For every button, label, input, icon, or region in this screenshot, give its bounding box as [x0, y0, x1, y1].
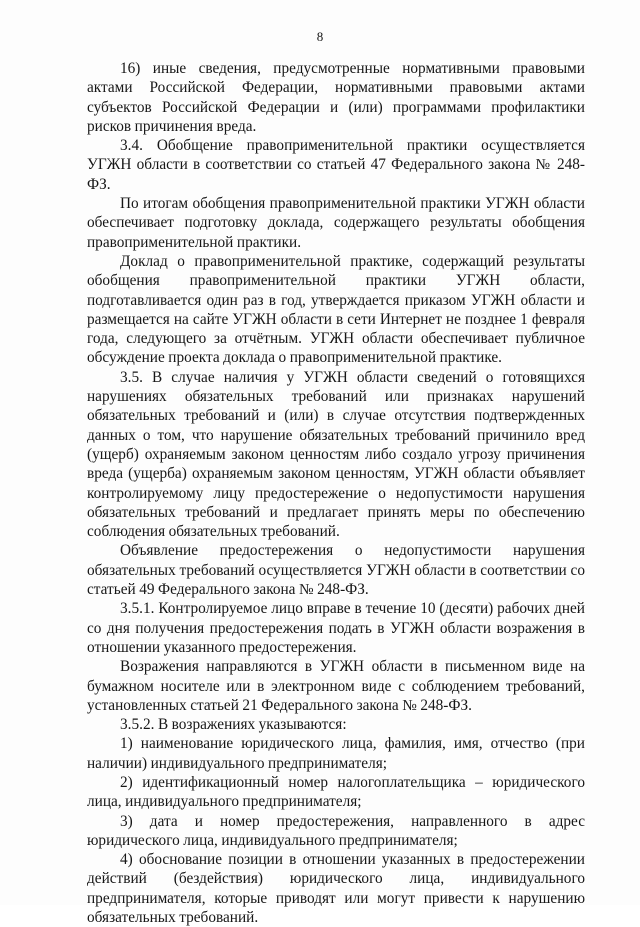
paragraph-warning-announcement: Объявление предостережения о недопустимости нарушения обязательных требований осуществляется УГЖН области в соответствии со статьей 49 Федерального закона № 248-ФЗ.: [87, 542, 585, 599]
paragraph-report-preparation: По итогам обобщения правоприменительной практики УГЖН области обеспечивает подготовку доклада, содержащего результаты обобщения правоприменительной практики.: [87, 195, 585, 251]
paragraph-item-16: 16) иные сведения, предусмотренные нормативными правовыми актами Российской Федерации, нормативными правовыми актами субъектов Российской Федерации и (или) программами профилактики рисков причинения вреда.: [87, 60, 585, 135]
paragraph-objections-sent: Возражения направляются в УГЖН области в письменном виде на бумажном носителе или в электронном виде с соблюдением требований, установленных статьей 21 Федерального закона № 248-ФЗ.: [87, 658, 585, 714]
list-item-4: 4) обоснование позиции в отношении указанных в предостережении действий (бездействия) юридического лица, индивидуального предпринимателя, которые приводят или могут привести к нарушению обязательных требований.: [87, 851, 585, 927]
paragraph-3-4: 3.4. Обобщение правоприменительной практики осуществляется УГЖН области в соответствии со статьей 47 Федерального закона № 248-ФЗ.: [87, 137, 585, 193]
list-item-3: 3) дата и номер предостережения, направленного в адрес юридического лица, индивидуального предпринимателя;: [87, 812, 585, 849]
page-number: 8: [316, 29, 324, 44]
document-body: [87, 59, 585, 927]
list-item-1: 1) наименование юридического лица, фамилия, имя, отчество (при наличии) индивидуального предпринимателя;: [87, 735, 585, 772]
paragraph-3-5-1: 3.5.1. Контролируемое лицо вправе в течение 10 (десяти) рабочих дней со дня получения предостережения подать в УГЖН области возражения в отношении указанного предостережения.: [87, 600, 585, 656]
paragraph-3-5-2: 3.5.2. В возражениях указываются:: [120, 716, 347, 734]
list-item-2: 2) идентификационный номер налогоплательщика – юридического лица, индивидуального предпринимателя;: [87, 773, 585, 811]
paragraph-3-5: 3.5. В случае наличия у УГЖН области сведений о готовящихся нарушениях обязательных требований или признаках нарушений обязательных требований и (или) в случае отсутствия подтвержденных данных о том, что нарушение обязательных требований причинило вред (ущерб) охраняемым законом ценностям либо создало угрозу причинения вреда (ущерба) охраняемым законом ценностям, УГЖН области объявляет контролируемому лицу предостережение о недопустимости нарушения обязательных требований и предлагает принять меры по обеспечению соблюдения обязательных требований.: [87, 368, 585, 541]
paragraph-report-approval: Доклад о правоприменительной практике, содержащий результаты обобщения правоприменительной практики УГЖН области, подготавливается один раз в год, утверждается приказом УГЖН области и размещается на сайте УГЖН области в сети Интернет не позднее 1 февраля года, следующего за отчётным. УГЖН области обеспечивает публичное обсуждение проекта доклада о правоприменительной практике.: [87, 252, 585, 367]
